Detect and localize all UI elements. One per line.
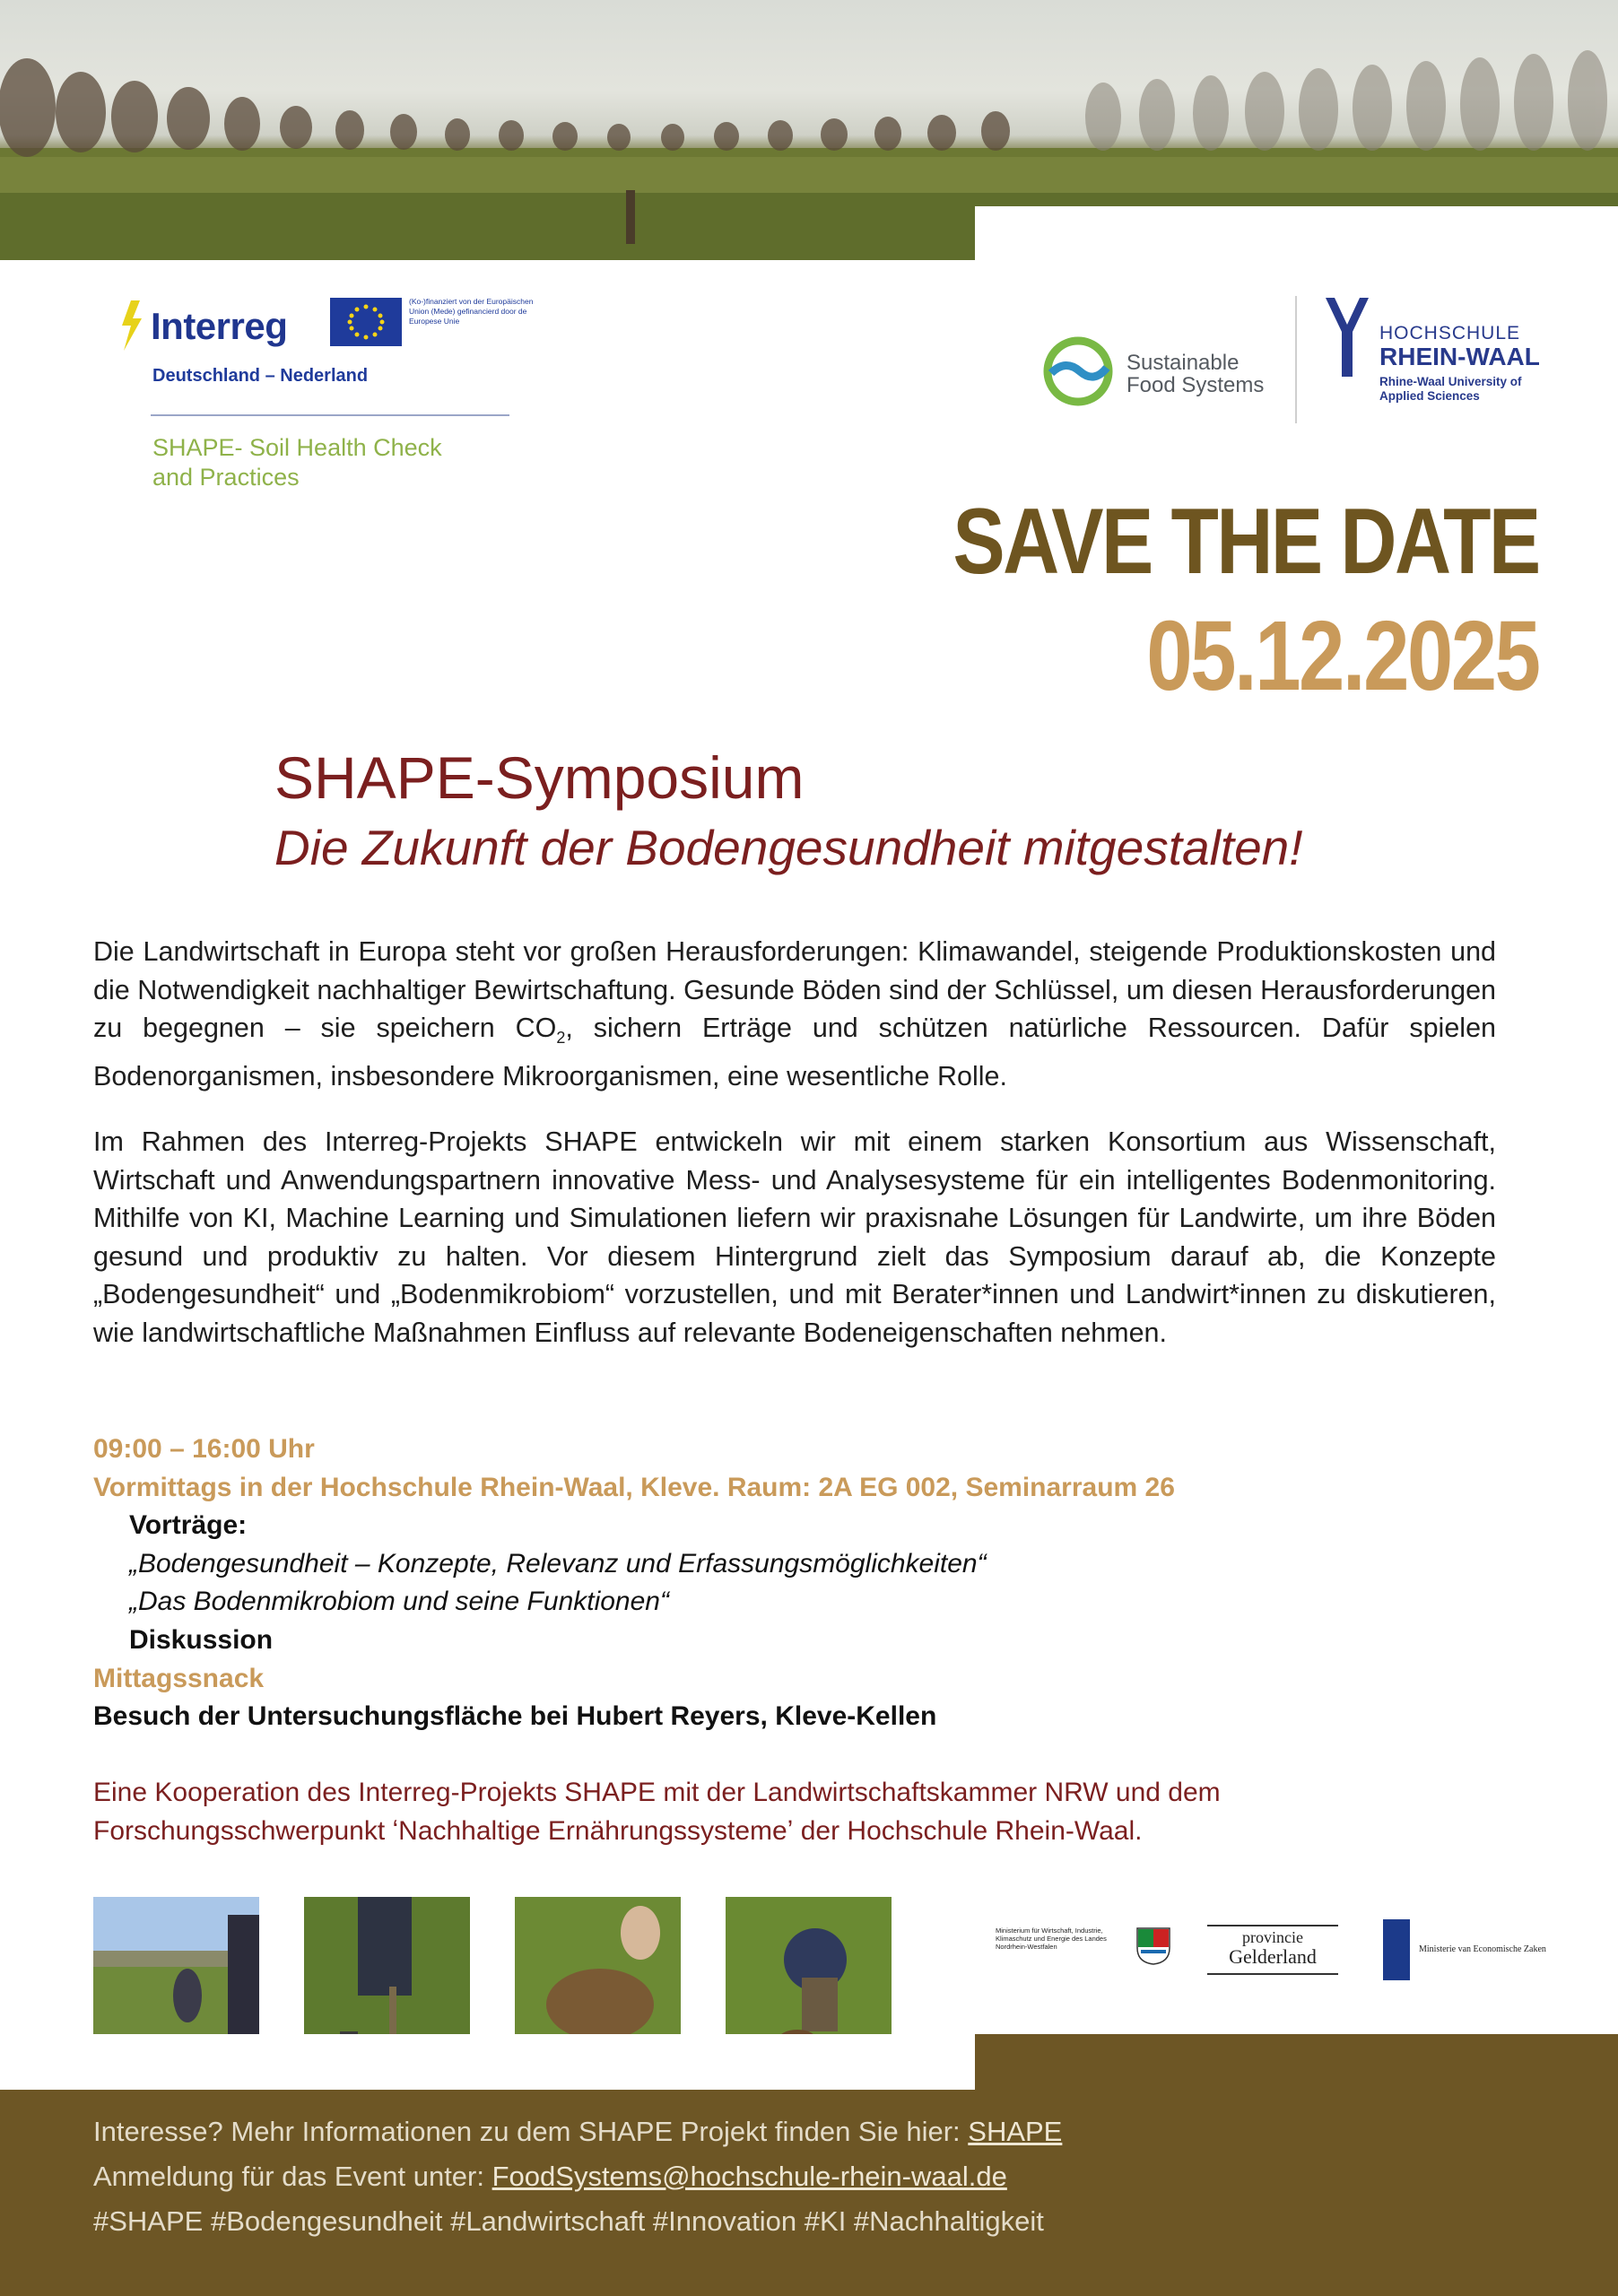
interreg-wordmark: Interreg: [151, 305, 288, 347]
footer-hashtags: #SHAPE #Bodengesundheit #Landwirtschaft #Innovation #KI #Nachhaltigkeit: [93, 2205, 1044, 2237]
co2-subscript: 2: [556, 1029, 566, 1048]
registration-email-link[interactable]: FoodSystems@hochschule-rhein-waal.de: [491, 2161, 1007, 2192]
sustainable-food-systems-logo: [1040, 334, 1274, 409]
footer-info-prefix: Interesse? Mehr Informationen zu dem SHAPE Projekt finden Sie hier:: [93, 2116, 969, 2147]
field-visit-item: Besuch der Untersuchungsfläche bei Hubert Reyers, Kleve-Kellen: [93, 1701, 937, 1732]
ministry-economic-affairs-text: Ministerie van Economische Zaken: [1419, 1944, 1546, 1954]
footer-register-line: [93, 2154, 1062, 2199]
intro-p1-part-b: , sichern Erträge und schützen natürliche Ressourcen. Dafür spielen Bodenorganismen, insbesondere Mikroorganismen, eine wesentliche Rolle.: [93, 1013, 1496, 1091]
gelderland-line-a: provincie: [1242, 1928, 1303, 1946]
interreg-programme: Deutschland – Nederland: [152, 366, 369, 386]
program-time: 09:00 – 16:00 Uhr: [93, 1434, 315, 1464]
sfs-text: Sustainable Food Systems: [1127, 351, 1265, 397]
hochschule-rhein-waal-logo: [1322, 296, 1564, 413]
intro-paragraph-1: [93, 933, 1496, 1095]
talks-label: Vorträge:: [129, 1510, 248, 1541]
hsrw-line1: HOCHSCHULE: [1379, 323, 1521, 344]
interreg-divider: [151, 414, 509, 416]
hsrw-line3: Rhine-Waal University of Applied Sciences: [1379, 375, 1522, 403]
event-date: 05.12.2025: [1146, 601, 1539, 711]
eu-flag-icon: [330, 298, 402, 346]
hero-white-block: [975, 206, 1618, 260]
rijksoverheid-emblem-icon: [1383, 1919, 1410, 1980]
hsrw-line2: RHEIN-WAAL: [1379, 343, 1540, 370]
sfs-swirl-icon: [1040, 334, 1116, 409]
footer-top-block: [975, 2034, 1618, 2090]
project-name: SHAPE- Soil Health Check and Practices: [152, 434, 442, 491]
symposium-subtitle: Die Zukunft der Bodengesundheit mitgestalten!: [274, 820, 1303, 875]
footer-register-prefix: Anmeldung für das Event unter:: [93, 2161, 492, 2192]
eu-cofinance-text: (Ko-)finanziert von der Europäischen Union (Mede) gefinancierd door de Europese Unie: [409, 297, 534, 326]
cooperation-note: Eine Kooperation des Interreg-Projekts SHAPE mit der Landwirtschaftskammer NRW und dem Forschungsschwerpunkt ʻNachhaltige Ernährungssystemeʼ der Hochschule Rhein-Waal.: [93, 1778, 1221, 1846]
program: [93, 1431, 1492, 1736]
nrw-ministry-logo-text: Ministerium für Wirtschaft, Industrie, Klimaschutz und Energie des Landes Nordrhein-Westfalen: [996, 1926, 1107, 1951]
save-the-date-heading: SAVE THE DATE: [953, 490, 1539, 594]
hsrw-y-icon: [1322, 296, 1376, 413]
intro-paragraph-2: Im Rahmen des Interreg-Projekts SHAPE entwickeln wir mit einem starken Konsortium aus Wissenschaft, Wirtschaft und Anwendungspartnern innovative Mess- und Analysesysteme für ein intelligentes Bodenmonitoring. Mithilfe von KI, Machine Learning und Simulationen liefern wir praxisnahe Lösungen für Landwirte, um ihre Böden gesund und produktiv zu halten. Vor diesem Hintergrund zielt das Symposium darauf ab, die Konzepte „Bodengesundheit“ und „Bodenmikrobiom“ vorzustellen, und mit Berater*innen und Landwirt*innen zu diskutieren, wie landwirtschaftliche Maßnahmen Einfluss auf relevante Bodeneigenschaften nehmen.: [93, 1126, 1496, 1348]
gelderland-line-b: Gelderland: [1229, 1945, 1317, 1968]
footer-text: [93, 2109, 1062, 2244]
footer-notch: [0, 2034, 975, 2090]
logo-separator: [1295, 296, 1297, 423]
talk-2: „Das Bodenmikrobiom und seine Funktionen“: [129, 1587, 669, 1617]
lunch-item: Mittagssnack: [93, 1663, 265, 1693]
talk-1: „Bodengesundheit – Konzepte, Relevanz und Erfassungsmöglichkeiten“: [129, 1548, 987, 1578]
header-landscape-photo: [0, 0, 1618, 260]
interreg-bolt-icon: [115, 299, 147, 352]
provincie-gelderland-logo: [1207, 1925, 1338, 1975]
program-location: Vormittags in der Hochschule Rhein-Waal, Kleve. Raum: 2A EG 002, Seminarraum 26: [93, 1472, 1175, 1502]
shape-project-link[interactable]: SHAPE: [968, 2116, 1063, 2147]
intro-p1-part-a: Die Landwirtschaft in Europa steht vor großen Herausforderungen: Klimawandel, steigende Produktionskosten und die Notwendigkeit nachhaltiger Bewirtschaftung. Gesunde Böden sind der Schlüssel, um diesen Herausforderungen zu begegnen – sie speichern CO: [93, 936, 1496, 1044]
footer-info-line: [93, 2109, 1062, 2154]
discussion-item: Diskussion: [129, 1624, 274, 1655]
nrw-crest-icon: [1135, 1926, 1171, 1966]
symposium-title: SHAPE-Symposium: [274, 744, 805, 811]
